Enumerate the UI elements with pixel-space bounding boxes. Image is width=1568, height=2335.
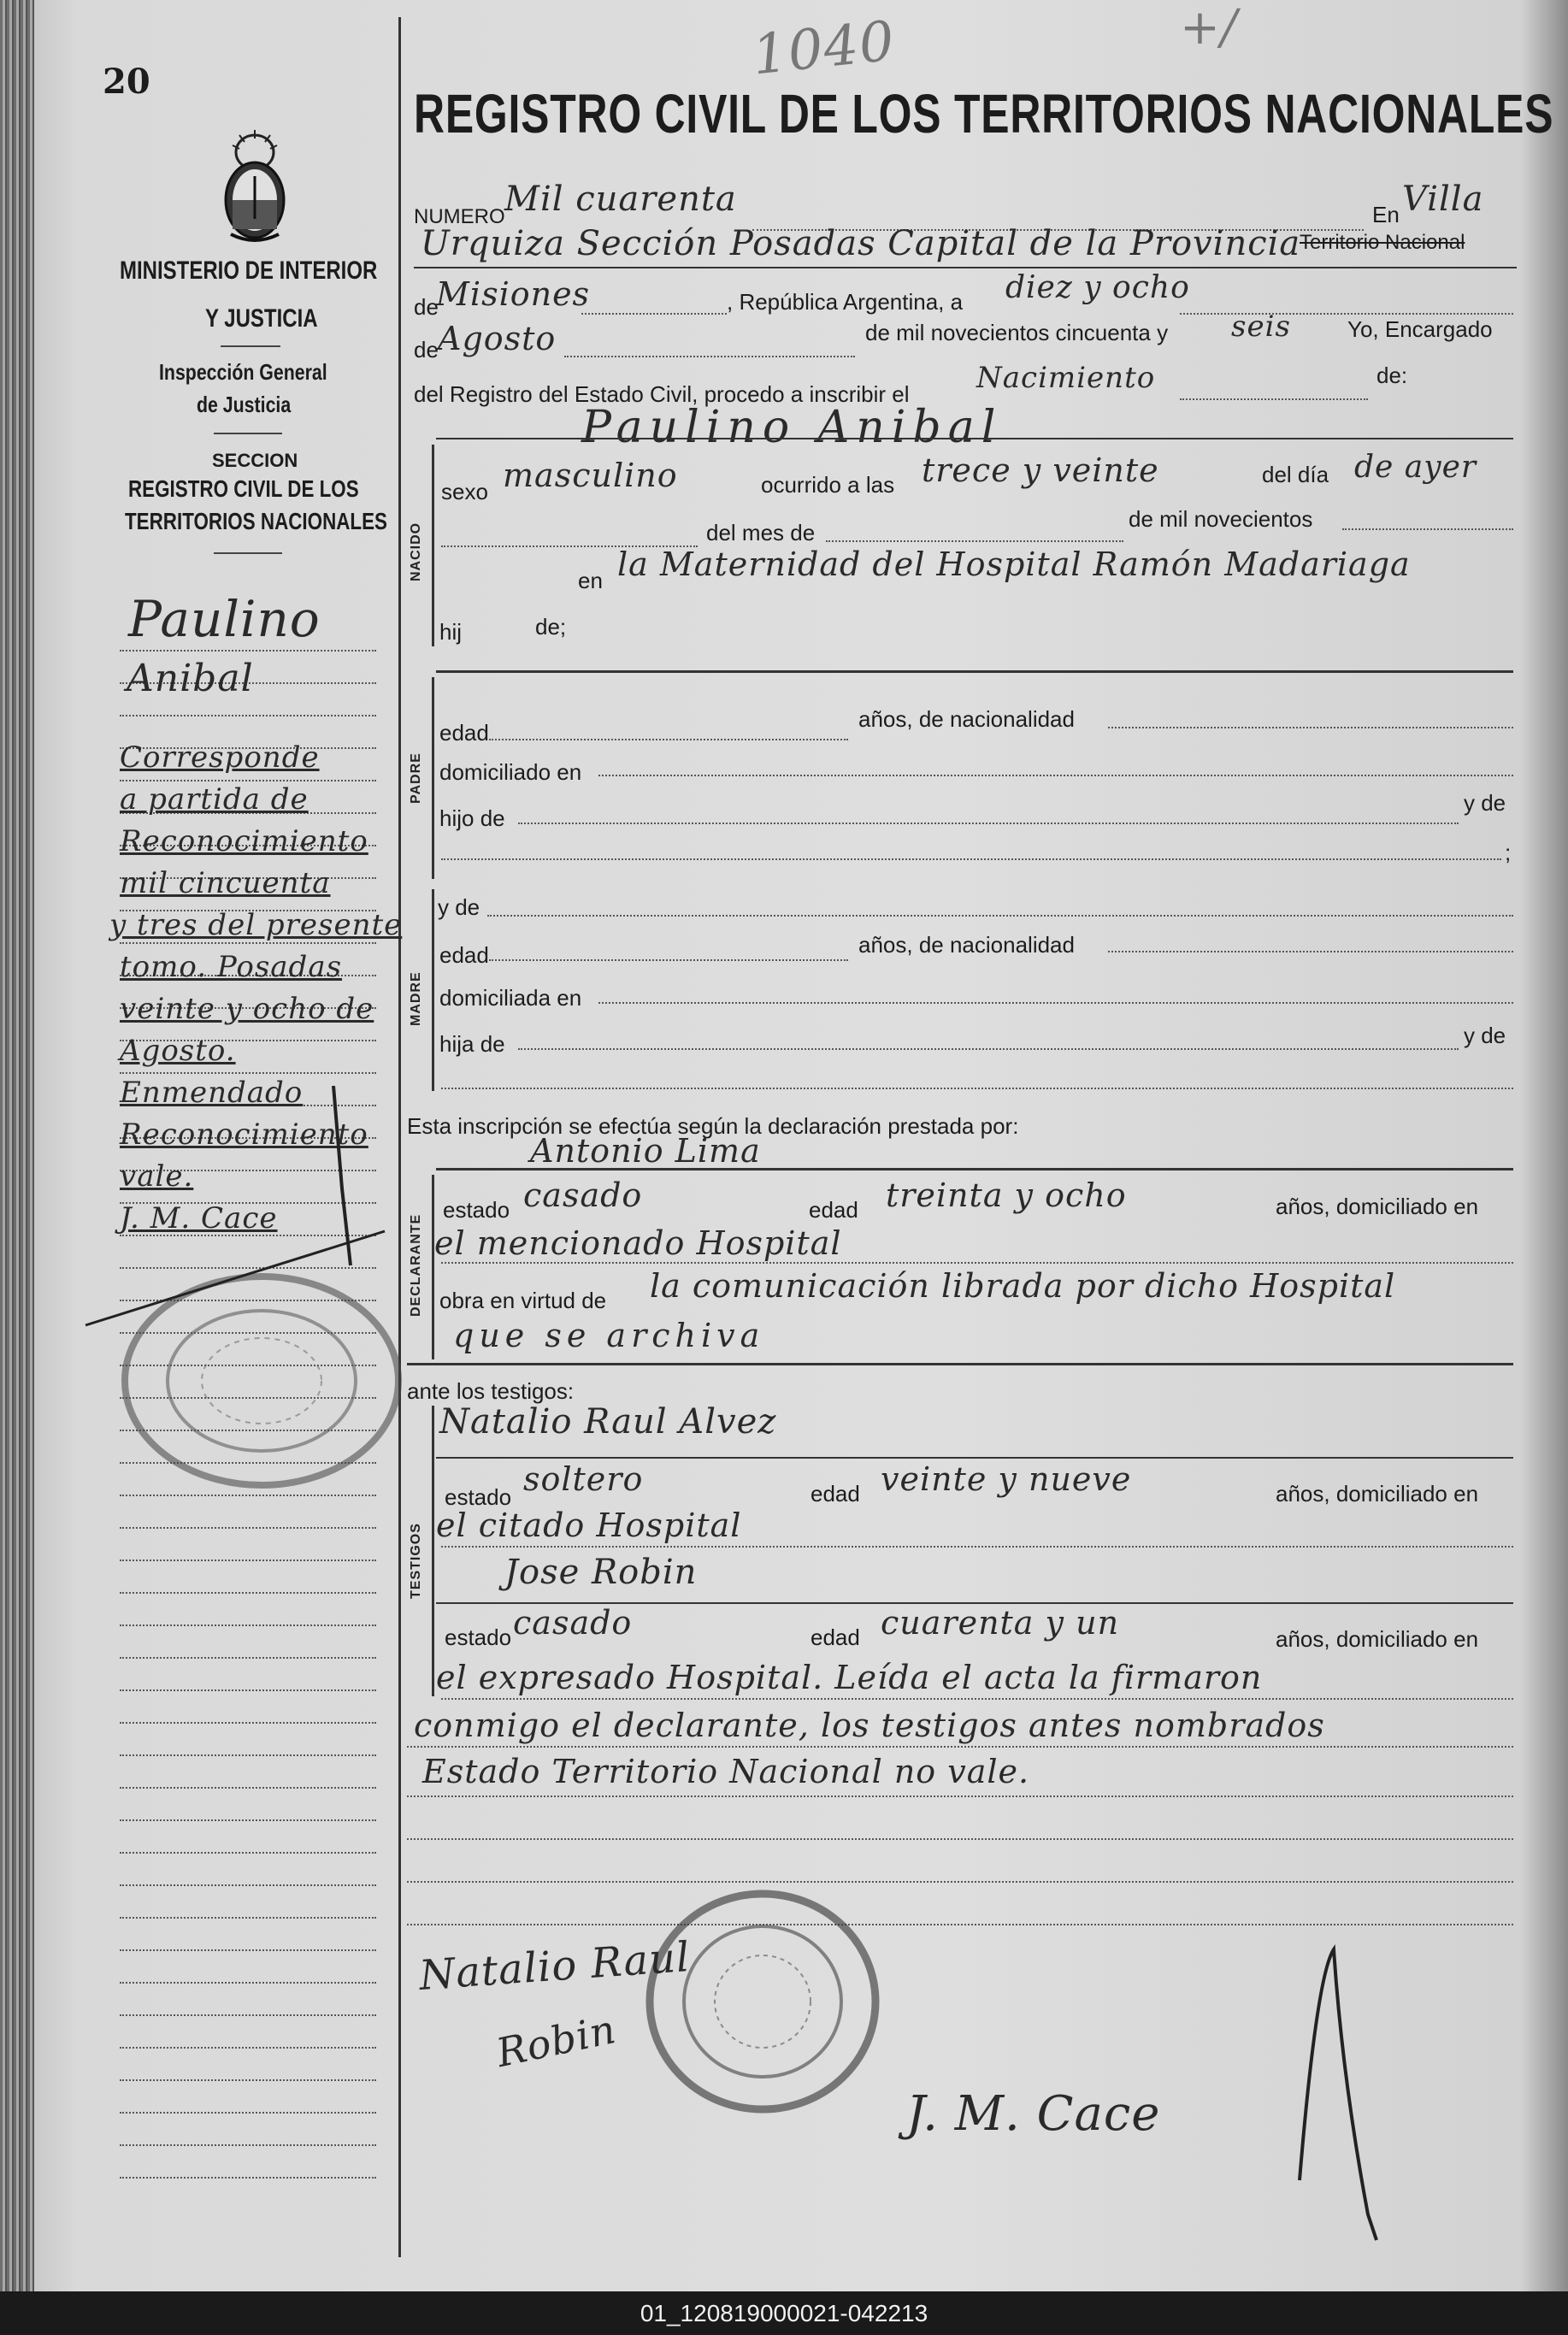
signature-1: Natalio Raul [417, 1932, 693, 2001]
header-corner-mark: +/ [1180, 0, 1238, 56]
nacido-side-label: NACIDO [409, 522, 423, 581]
main-blank-line [407, 1838, 1513, 1840]
left-ruled-line [120, 2144, 376, 2146]
month-value: Agosto [438, 320, 557, 357]
testigo1-name-rule [436, 1457, 1513, 1459]
margin-note-line: Reconocimiento [120, 1117, 368, 1152]
left-ruled-line [120, 2047, 376, 2049]
lugar-value: la Maternidad del Hospital Ramón Madariaga [617, 545, 1411, 583]
madre-edad-dots [489, 959, 848, 961]
document-title: REGISTRO CIVIL DE LOS TERRITORIOS NACIONALES [414, 83, 1554, 144]
main-blank-line [407, 1881, 1513, 1883]
declarante-end-rule [407, 1363, 1513, 1365]
day-value: diez y ocho [1005, 270, 1190, 305]
en-label: En [1372, 202, 1400, 227]
margin-name-line1: Paulino [128, 590, 321, 648]
t2-domicilio: el expresado Hospital. Leída el acta la firmaron [436, 1659, 1263, 1696]
decl-estado-value: casado [523, 1176, 643, 1214]
madre-nac-dots [1108, 951, 1513, 952]
t1-dom-dots [441, 1546, 1513, 1548]
padre-hijo-label: hijo de [439, 805, 505, 831]
en-value: Villa [1402, 180, 1484, 219]
left-ruled-line [120, 942, 376, 944]
del-mes-label: del mes de [706, 520, 816, 545]
mes-value-dots [826, 540, 1123, 542]
margin-note-line: veinte y ocho de [120, 992, 374, 1026]
decl-obra-value2: que se archiva [453, 1317, 765, 1354]
padre-domiciliado-label: domiciliado en [439, 759, 582, 785]
main-blank-line [407, 1924, 1513, 1925]
padre-bracket [432, 677, 434, 879]
declarante-side-label: DECLARANTE [409, 1213, 423, 1317]
testigo1-name: Natalio Raul Alvez [439, 1402, 777, 1442]
hij-de-label: de; [535, 614, 567, 640]
del-dia-label: del día [1262, 462, 1329, 487]
madre-yde-dots [487, 915, 1513, 917]
padre-yde-label: y de [1464, 790, 1506, 816]
de-label: de [414, 294, 439, 320]
page-number: 20 [103, 62, 150, 102]
republica-label: , República Argentina, a [727, 289, 964, 315]
left-ruled-line [120, 1917, 376, 1919]
padre-semicolon: ; [1505, 840, 1512, 865]
de3-label: de: [1376, 363, 1408, 388]
signature-flourish [1282, 1941, 1385, 2249]
left-ruled-line [120, 1527, 376, 1529]
t2-edad-value: cuarenta y un [881, 1604, 1120, 1642]
person-name: Paulino Anibal [581, 402, 1003, 453]
decl-edad-value: treinta y ocho [886, 1176, 1127, 1214]
left-ruled-line [120, 1592, 376, 1594]
left-ruled-line [120, 1982, 376, 1984]
margin-note-line: Reconocimiento [120, 824, 368, 858]
left-ruled-line [120, 1787, 376, 1789]
section-line1: REGISTRO CIVIL DE LOS [128, 475, 359, 502]
ministry-line2: Y JUSTICIA [205, 304, 318, 333]
left-ruled-line [120, 1819, 376, 1821]
left-ruled-line [120, 2014, 376, 2016]
year-value: seis [1231, 310, 1291, 344]
hij-label: hij [439, 619, 463, 645]
left-ruled-line [120, 1722, 376, 1724]
year-prefix-label: de mil novecientos cincuenta y [865, 320, 1169, 345]
padre-nac-dots [1108, 727, 1513, 728]
sexo-label: sexo [441, 479, 488, 504]
section-divider [214, 552, 282, 554]
closing-line2: Estado Territorio Nacional no vale. [422, 1753, 1030, 1790]
signature-2: Robin [492, 2005, 621, 2077]
madre-yde-label: y de [438, 894, 480, 920]
territorio-label: Territorio Nacional [1300, 231, 1465, 254]
declarante-name-rule [436, 1168, 1513, 1170]
sexo-value: masculino [503, 457, 678, 494]
place-underline [414, 267, 1517, 268]
t1-domicilio: el citado Hospital [436, 1507, 742, 1544]
decl-edad-label: edad [809, 1197, 858, 1223]
ministry-divider [221, 345, 280, 347]
section-line2: TERRITORIOS NACIONALES [125, 508, 387, 534]
de2-label: de [414, 337, 439, 363]
margin-name-line2: Anibal [127, 657, 254, 700]
t2-anos-label: años, domiciliado en [1276, 1626, 1479, 1652]
padre-side-label: PADRE [409, 752, 423, 804]
inspection-line1: Inspección General [159, 359, 327, 385]
left-ruled-line [120, 1754, 376, 1756]
left-ruled-line [120, 1884, 376, 1886]
decl-dom-dots [441, 1262, 1513, 1264]
left-ruled-line [120, 2079, 376, 2081]
madre-anos-label: años, de nacionalidad [858, 932, 1075, 958]
declarante-bracket [432, 1175, 434, 1359]
declarante-name: Antonio Lima [530, 1132, 761, 1170]
madre-domiciliada-label: domiciliada en [439, 985, 582, 1011]
inscribir-dots [1180, 398, 1368, 400]
t2-dom-dots [441, 1698, 1513, 1700]
testigo2-name: Jose Robin [504, 1553, 698, 1592]
registro-label: del Registro del Estado Civil, procedo a inscribir el [414, 381, 910, 407]
header-handwritten-number: 1040 [749, 9, 899, 88]
t2-estado-value: casado [513, 1604, 633, 1642]
madre-bracket [432, 889, 434, 1091]
testigos-bracket [432, 1406, 434, 1696]
left-ruled-line [120, 1560, 376, 1561]
left-ruled-line [120, 1624, 376, 1626]
margin-note-line: y tres del presente [109, 908, 403, 942]
left-ruled-line [120, 715, 376, 716]
de-value: Misiones [436, 275, 591, 313]
madre-hija-dots [518, 1048, 1459, 1050]
t1-anos-label: años, domiciliado en [1276, 1481, 1479, 1507]
margin-note-line: mil cincuenta [120, 866, 331, 900]
left-ruled-line [120, 1657, 376, 1659]
madre-yde2-label: y de [1464, 1023, 1506, 1048]
closing-line1: conmigo el declarante, los testigos antes nombrados [414, 1707, 1325, 1744]
inspection-divider [214, 433, 282, 434]
margin-signature [77, 1086, 402, 1342]
inspection-line2: de Justicia [197, 392, 292, 417]
ministry-line1: MINISTERIO DE INTERIOR [120, 256, 378, 285]
closing1-dots [407, 1746, 1513, 1748]
section-label: SECCION [212, 450, 298, 471]
nacido-bracket [432, 445, 434, 646]
numero-label: NUMERO [414, 205, 505, 228]
book-binding [0, 0, 34, 2291]
left-ruled-line [120, 1072, 376, 1074]
declaracion-label: Esta inscripción se efectúa según la declaración prestada por: [407, 1113, 1019, 1139]
dia-value: de ayer [1354, 450, 1477, 485]
testigos-label: ante los testigos: [407, 1378, 575, 1404]
t2-edad-label: edad [811, 1624, 860, 1650]
left-ruled-line [120, 780, 376, 781]
t2-estado-label: estado [445, 1624, 512, 1650]
padre-dom-dots [598, 775, 1513, 776]
decl-domicilio-value: el mencionado Hospital [434, 1224, 842, 1262]
padre-edad-label: edad [439, 720, 489, 746]
margin-note-line: tomo. Posadas [120, 950, 343, 984]
t1-estado-label: estado [445, 1484, 512, 1510]
day-dots [1180, 313, 1513, 315]
margin-note-line: vale. [120, 1159, 194, 1194]
hora-value: trece y veinte [922, 451, 1159, 489]
decl-anos-label: años, domiciliado en [1276, 1194, 1479, 1219]
registry-stamp-main [643, 1886, 882, 2117]
person-name-underline [436, 438, 1513, 439]
padre-edad-dots [489, 739, 848, 740]
padre-yde-dots [441, 858, 1501, 860]
yo-label: Yo, Encargado [1347, 316, 1493, 342]
nacido-en-label: en [578, 568, 603, 593]
madre-edad-label: edad [439, 942, 489, 968]
ocurrido-label: ocurrido a las [761, 472, 895, 498]
decl-obra-value: la comunicación librada por dicho Hospital [650, 1267, 1396, 1305]
decl-estado-label: estado [443, 1197, 510, 1223]
margin-note-line: Corresponde [120, 740, 320, 775]
madre-side-label: MADRE [409, 971, 423, 1026]
t1-edad-value: veinte y nueve [881, 1460, 1132, 1498]
nacido-end-rule [436, 670, 1513, 673]
testigos-side-label: TESTIGOS [409, 1523, 423, 1599]
left-ruled-line [120, 2177, 376, 2179]
margin-note-line: Enmendado [120, 1076, 304, 1110]
margin-note-line: a partida de [120, 782, 309, 817]
left-ruled-line [120, 1949, 376, 1951]
padre-anos-label: años, de nacionalidad [858, 706, 1075, 732]
t1-edad-label: edad [811, 1481, 860, 1507]
mil-novecientos-label: de mil novecientos [1129, 506, 1313, 532]
t1-estado-value: soltero [523, 1460, 644, 1498]
coat-of-arms-icon [214, 127, 296, 243]
padre-hijo-dots [518, 823, 1459, 824]
main-blank-line [407, 1795, 1513, 1797]
inscribir-value: Nacimiento [976, 361, 1156, 395]
left-ruled-line [120, 650, 376, 652]
left-ruled-line [120, 1689, 376, 1691]
place-line: Urquiza Sección Posadas Capital de la Provincia [421, 224, 1301, 263]
madre-hija-label: hija de [439, 1031, 505, 1057]
footer-filename: 01_120819000021-042213 [0, 2291, 1568, 2335]
madre-end-dots [441, 1088, 1513, 1089]
mil-dots [1342, 528, 1513, 530]
signature-3: J. M. Cace [906, 2086, 1161, 2142]
numero-value: Mil cuarenta [504, 180, 737, 219]
decl-obra-label: obra en virtud de [439, 1288, 607, 1313]
madre-dom-dots [598, 1002, 1513, 1004]
margin-note-line: J. M. Cace [120, 1201, 278, 1235]
month-dots [564, 356, 855, 357]
de-dots [581, 313, 727, 315]
margin-note-line: Agosto. [120, 1034, 236, 1068]
left-ruled-line [120, 2112, 376, 2114]
left-ruled-line [120, 1852, 376, 1854]
